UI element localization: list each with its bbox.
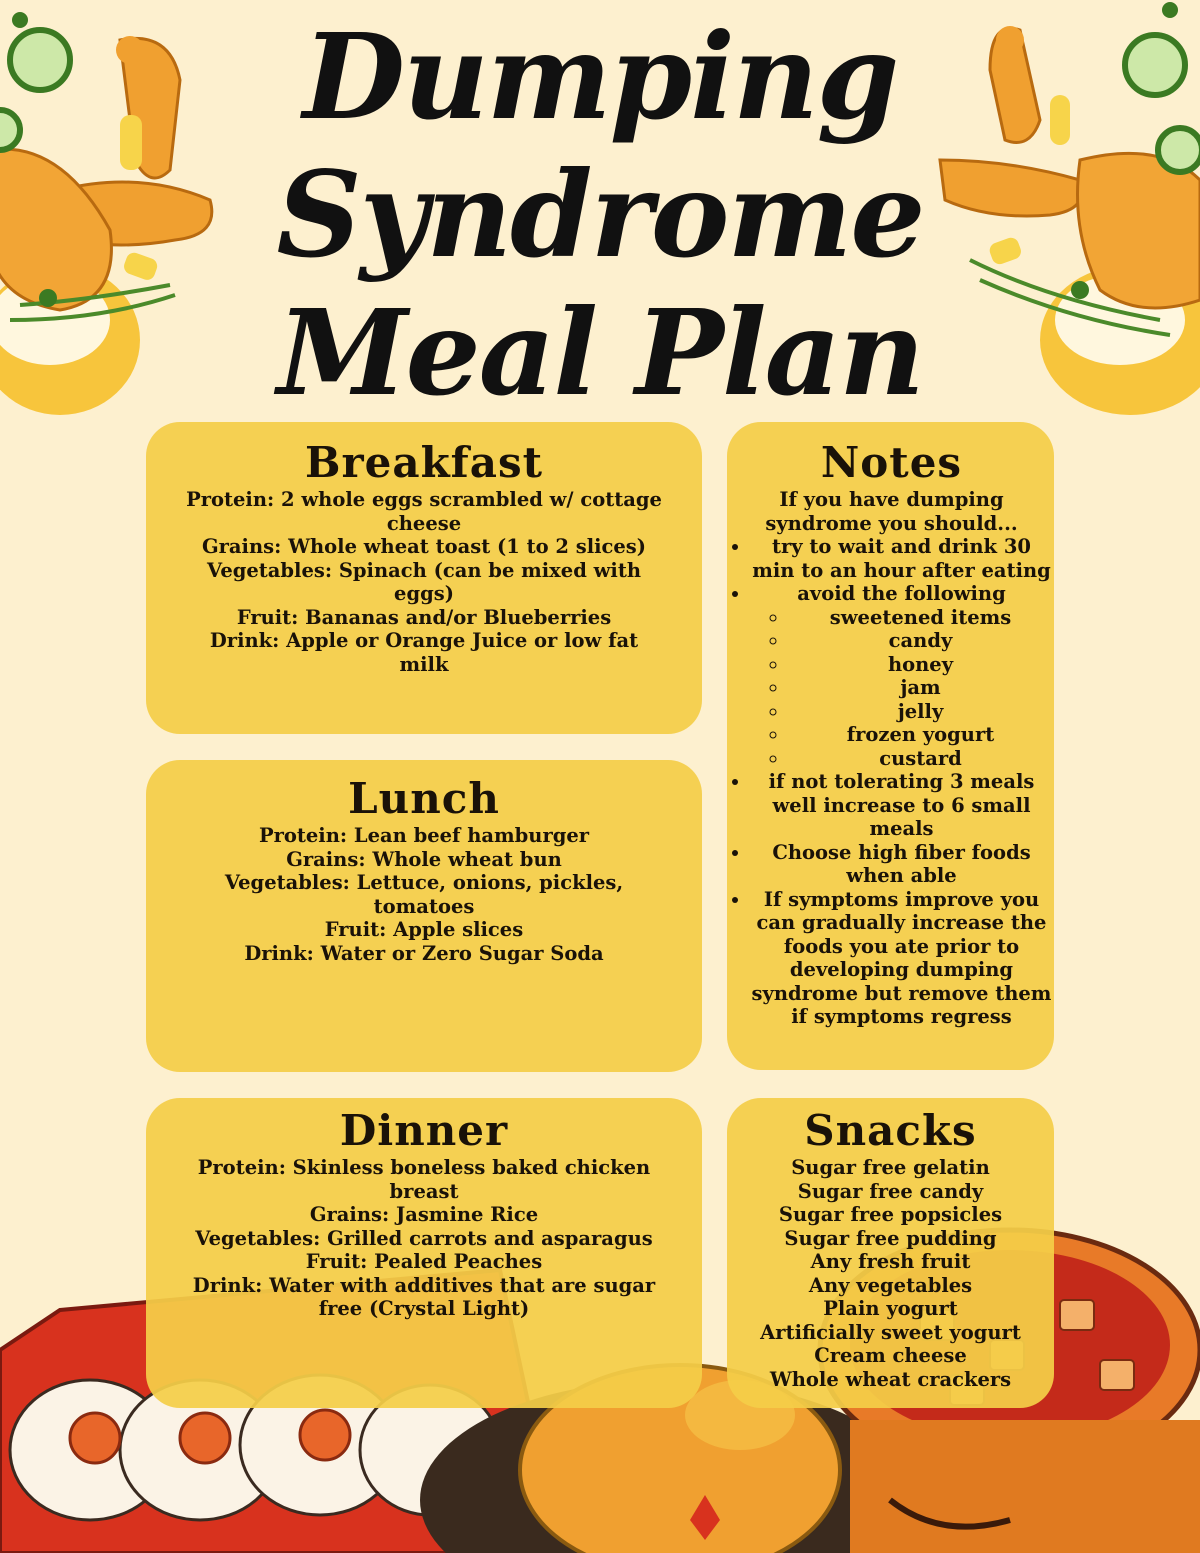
avoid-item: ◦ honey [789, 653, 1052, 677]
breakfast-card [146, 422, 702, 734]
breakfast-drink: Drink: Apple or Orange Juice or low fat milk [209, 629, 639, 676]
dinner-vegetables: Vegetables: Grilled carrots and asparagus [195, 1226, 653, 1250]
notes-bullet-avoid [751, 582, 1052, 770]
breakfast-vegetables: Vegetables: Spinach (can be mixed with eggs) [206, 558, 642, 605]
notes-list [731, 535, 1052, 1029]
lunch-heading: Lunch [348, 774, 500, 823]
chicken-drumsticks-illustration-left [0, 0, 240, 420]
lunch-grains: Grains: Whole wheat bun [286, 847, 562, 871]
snack-item: Cream cheese [814, 1344, 967, 1367]
snack-item: Sugar free pudding [784, 1226, 997, 1250]
dinner-fruit: Fruit: Pealed Peaches [305, 1250, 543, 1273]
snack-item: Whole wheat crackers [769, 1367, 1012, 1391]
lunch-fruit: Fruit: Apple slices [324, 918, 524, 941]
notes-avoid-label: avoid the following [797, 582, 1006, 605]
notes-bullet-fiber: • Choose high fiber foods when able [751, 841, 1052, 888]
notes-intro: If you have dumping syndrome you should... [765, 488, 1018, 535]
avoid-item: ◦ frozen yogurt [789, 723, 1052, 747]
snack-item: Any vegetables [808, 1273, 973, 1297]
notes-card [727, 422, 1054, 1070]
notes-bullet-improve: • If symptoms improve you can gradually increase the foods you ate prior to developing dumping syndrome but remove them if symptoms regress [751, 888, 1052, 1029]
dinner-protein: Protein: Skinless boneless baked chicken breast [197, 1156, 651, 1203]
snack-item: Sugar free popsicles [778, 1203, 1003, 1226]
snacks-heading: Snacks [804, 1106, 977, 1155]
avoid-item: ◦ candy [789, 629, 1052, 653]
dinner-grains: Grains: Jasmine Rice [309, 1203, 539, 1226]
breakfast-protein: Protein: 2 whole eggs scrambled w/ cottage cheese [186, 488, 662, 535]
dinner-heading: Dinner [339, 1106, 509, 1155]
notes-heading: Notes [820, 438, 963, 487]
notes-bullet-meals: • if not tolerating 3 meals well increase to 6 small meals [751, 770, 1052, 841]
title-line-3: Meal Plan [277, 283, 923, 422]
dinner-drink: Drink: Water with additives that are sugar free (Crystal Light) [192, 1273, 656, 1320]
avoid-item: ◦ custard [789, 747, 1052, 771]
lunch-protein: Protein: Lean beef hamburger [258, 824, 590, 847]
chicken-drumsticks-illustration-right [930, 0, 1200, 420]
breakfast-fruit: Fruit: Bananas and/or Blueberries [236, 605, 612, 629]
snack-item: Artificially sweet yogurt [760, 1320, 1021, 1344]
breakfast-grains: Grains: Whole wheat toast (1 to 2 slices) [201, 535, 647, 558]
snack-item: Sugar free candy [797, 1179, 984, 1203]
avoid-item: ◦ sweetened items [789, 606, 1052, 630]
avoid-item: ◦ jam [789, 676, 1052, 700]
snack-item: Any fresh fruit [810, 1250, 971, 1273]
snacks-card [727, 1098, 1054, 1408]
avoid-item: ◦ jelly [789, 700, 1052, 724]
breakfast-heading: Breakfast [305, 438, 543, 487]
snack-item: Plain yogurt [823, 1297, 958, 1320]
title-line-1: Dumping [302, 7, 898, 146]
lunch-drink: Drink: Water or Zero Sugar Soda [244, 941, 604, 965]
title-line-2: Syndrome [276, 145, 924, 284]
page-title [250, 8, 950, 422]
lunch-vegetables: Vegetables: Lettuce, onions, pickles, tomatoes [224, 871, 624, 918]
avoid-list [751, 606, 1052, 771]
dinner-card [146, 1098, 702, 1408]
notes-bullet-wait: • try to wait and drink 30 min to an hour after eating [751, 535, 1052, 582]
snack-item: Sugar free gelatin [791, 1156, 990, 1179]
lunch-card [146, 760, 702, 1072]
